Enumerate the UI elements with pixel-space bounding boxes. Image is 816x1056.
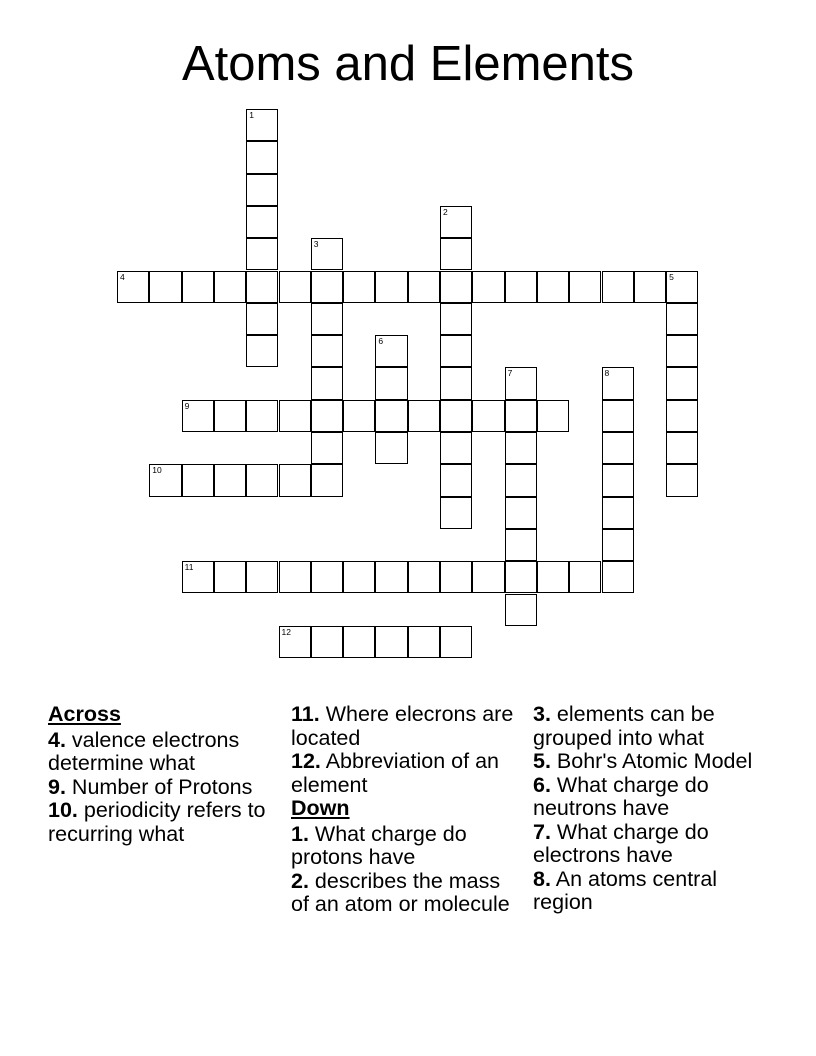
cell-number: 1 [249,110,254,120]
grid-cell[interactable] [666,432,698,464]
clue-column-2 [291,703,521,917]
grid-cell[interactable] [666,303,698,335]
clue-number: 12. [291,749,321,773]
grid-cell[interactable] [182,464,214,496]
clue-number: 3. [533,702,551,726]
clue-across-10 [48,799,280,846]
grid-cell[interactable] [569,271,601,303]
clue-number: 2. [291,868,309,893]
cell-number: 3 [313,239,319,250]
grid-cell[interactable] [246,141,278,173]
grid-cell[interactable] [343,400,375,432]
cell-number: 8 [604,368,610,379]
grid-cell[interactable] [569,561,601,593]
grid-cell[interactable] [182,271,214,303]
grid-cell[interactable] [311,303,343,335]
grid-cell[interactable] [311,238,343,270]
grid-cell[interactable] [408,400,440,432]
clue-number: 4. [48,727,66,752]
grid-cell[interactable] [343,561,375,593]
grid-cell[interactable] [246,174,278,206]
grid-cell[interactable] [149,271,181,303]
grid-cell[interactable] [279,626,311,658]
grid-cell[interactable] [440,464,472,496]
grid-cell[interactable] [246,271,278,303]
grid-cell[interactable] [602,497,634,529]
grid-cell[interactable] [666,271,698,303]
grid-cell[interactable] [246,303,278,335]
grid-cell[interactable] [311,561,343,593]
grid-cell[interactable] [311,400,343,432]
clue-number: 1. [291,821,309,846]
grid-cell[interactable] [505,561,537,593]
grid-cell[interactable] [117,271,149,303]
crossword-grid [117,109,699,637]
grid-cell[interactable] [602,400,634,432]
grid-cell[interactable] [279,464,311,496]
grid-cell[interactable] [311,335,343,367]
across-heading: Across [48,702,121,726]
grid-cell[interactable] [602,464,634,496]
clue-text: Abbreviation of an element [291,749,499,797]
grid-cell[interactable] [408,561,440,593]
grid-cell[interactable] [666,335,698,367]
grid-cell[interactable] [182,400,214,432]
grid-cell[interactable] [440,335,472,367]
clue-down-7 [533,821,778,868]
clue-number: 6. [533,772,551,797]
grid-cell[interactable] [505,400,537,432]
clue-text: periodicity refers to recurring what [48,798,266,846]
cell-number: 12 [281,626,291,637]
clue-text: What charge do electrons have [533,819,709,867]
cell-number: 9 [184,400,190,411]
grid-cell[interactable] [246,335,278,367]
grid-cell[interactable] [505,271,537,303]
grid-cell[interactable] [182,561,214,593]
cell-number: 7 [507,368,513,379]
clue-column-1 [48,703,280,846]
clue-down-3 [533,703,778,750]
grid-cell[interactable] [440,432,472,464]
down-heading: Down [291,796,350,820]
cell-number: 2 [443,206,448,217]
clue-text: describes the mass of an atom or molecule [291,868,510,916]
grid-cell[interactable] [149,464,181,496]
grid-cell[interactable] [214,400,246,432]
grid-cell[interactable] [246,464,278,496]
grid-cell[interactable] [375,271,407,303]
clue-across-9 [48,776,280,800]
grid-cell[interactable] [634,271,666,303]
clue-down-2 [291,870,521,917]
grid-cell[interactable] [602,529,634,561]
grid-cell[interactable] [246,109,278,141]
grid-cell[interactable] [214,464,246,496]
grid-cell[interactable] [602,271,634,303]
grid-cell[interactable] [375,367,407,399]
grid-cell[interactable] [279,561,311,593]
grid-cell[interactable] [440,561,472,593]
grid-cell[interactable] [440,367,472,399]
grid-cell[interactable] [505,594,537,626]
clue-number: 10. [48,798,78,822]
puzzle-title: Atoms and Elements [181,37,635,91]
clue-text: Bohr's Atomic Model [556,749,753,773]
grid-cell[interactable] [279,400,311,432]
cell-number: 4 [120,271,125,282]
grid-cell[interactable] [537,561,569,593]
grid-cell[interactable] [666,464,698,496]
grid-cell[interactable] [602,432,634,464]
grid-cell[interactable] [440,303,472,335]
grid-cell[interactable] [311,432,343,464]
clue-text: What charge do protons have [291,821,467,869]
grid-cell[interactable] [311,271,343,303]
clue-down-5 [533,750,778,774]
grid-cell[interactable] [440,271,472,303]
grid-cell[interactable] [440,626,472,658]
grid-cell[interactable] [375,335,407,367]
grid-cell[interactable] [408,271,440,303]
grid-cell[interactable] [602,561,634,593]
grid-cell[interactable] [537,400,569,432]
grid-cell[interactable] [472,400,504,432]
grid-cell[interactable] [311,464,343,496]
grid-cell[interactable] [311,367,343,399]
clue-text: elements can be grouped into what [533,702,715,750]
grid-cell[interactable] [311,626,343,658]
clue-down-6 [533,774,778,821]
grid-cell[interactable] [279,271,311,303]
grid-cell[interactable] [666,400,698,432]
clue-number: 8. [533,866,551,891]
grid-cell[interactable] [440,497,472,529]
grid-cell[interactable] [602,367,634,399]
grid-cell[interactable] [537,271,569,303]
clue-number: 9. [48,774,66,799]
cell-number: 11 [184,562,194,573]
clue-down-8 [533,868,778,915]
clue-text: What charge do neutrons have [533,772,709,820]
grid-cell[interactable] [505,497,537,529]
grid-cell[interactable] [246,400,278,432]
grid-cell[interactable] [472,271,504,303]
clue-text: valence electrons determine what [48,727,240,775]
grid-cell[interactable] [375,561,407,593]
clue-text: Number of Protons [71,774,253,799]
cell-number: 10 [152,465,162,476]
clue-down-1 [291,823,521,870]
grid-cell[interactable] [408,626,440,658]
grid-cell[interactable] [375,400,407,432]
grid-cell[interactable] [375,626,407,658]
grid-cell[interactable] [246,238,278,270]
clue-across-4 [48,729,280,776]
clue-text: Where elecrons are located [291,702,514,750]
clue-number: 5. [533,749,551,773]
grid-cell[interactable] [440,238,472,270]
clue-across-12 [291,750,521,797]
clue-column-3 [533,703,778,915]
grid-cell[interactable] [440,206,472,238]
grid-cell[interactable] [343,626,375,658]
cell-number: 5 [669,271,674,282]
grid-cell[interactable] [246,206,278,238]
grid-cell[interactable] [505,464,537,496]
clue-number: 7. [533,819,551,844]
grid-cell[interactable] [343,271,375,303]
grid-cell[interactable] [505,529,537,561]
grid-cell[interactable] [246,561,278,593]
grid-cell[interactable] [375,432,407,464]
grid-cell[interactable] [440,400,472,432]
grid-cell[interactable] [505,367,537,399]
clue-across-11 [291,703,521,750]
clue-number: 11. [291,702,320,726]
clue-text: An atoms central region [533,866,718,914]
grid-cell[interactable] [214,561,246,593]
grid-cell[interactable] [505,432,537,464]
grid-cell[interactable] [666,367,698,399]
grid-cell[interactable] [214,271,246,303]
grid-cell[interactable] [472,561,504,593]
cell-number: 6 [378,336,384,347]
